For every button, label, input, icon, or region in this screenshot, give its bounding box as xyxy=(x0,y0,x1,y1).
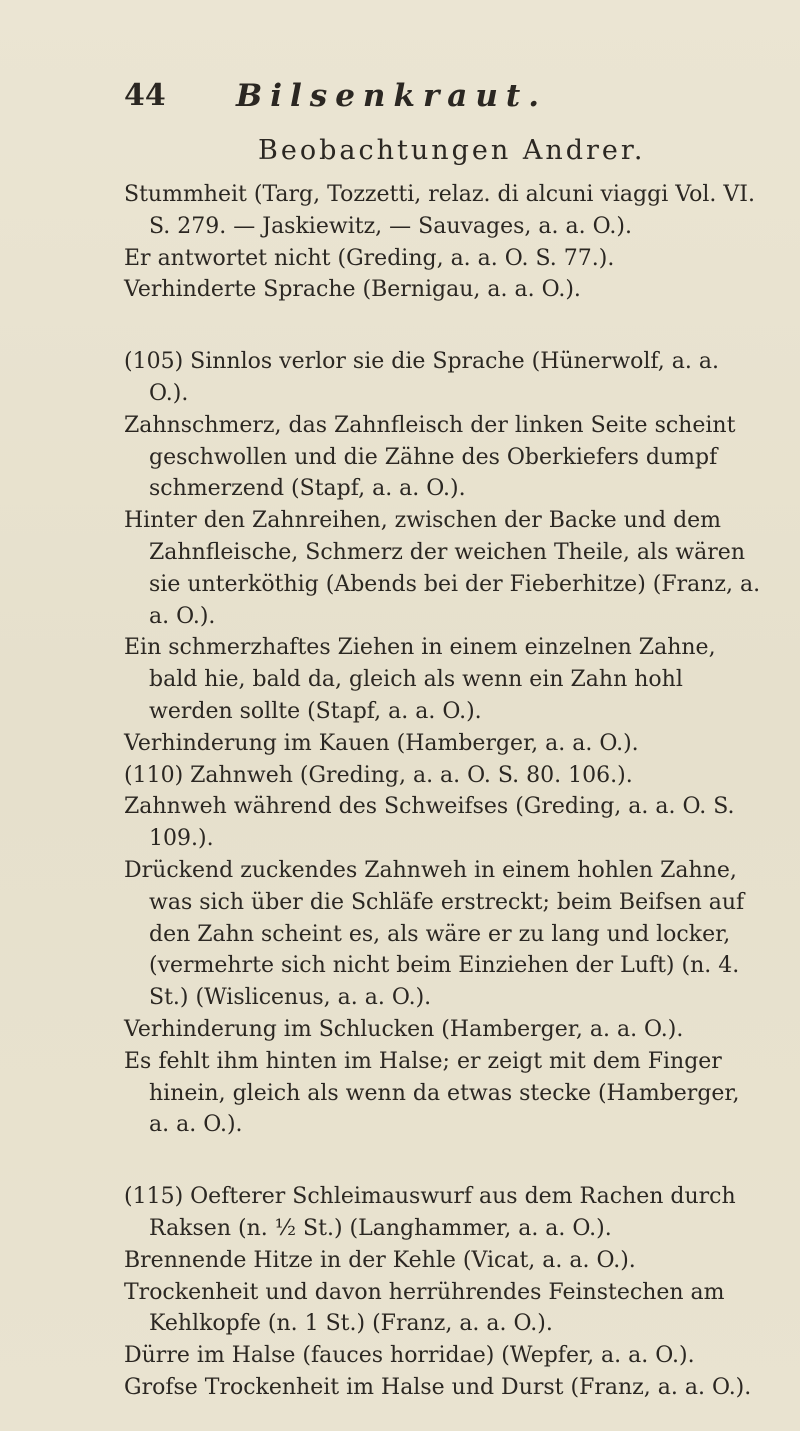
paragraph: Drückend zuckendes Zahnweh in einem hohlen Zahne, was sich über die Schläfe erstreckt; beim Beifsen auf den Zahn scheint es, als wäre er zu lang und locker, (vermehrte sich nicht beim Einziehen der Luft) (n. 4. St.) (Wislicenus, a. a. O.). xyxy=(124,857,745,1011)
paragraph: Dürre im Halse (fauces horridae) (Wepfer, a. a. O.). xyxy=(124,1343,695,1369)
paragraph: Zahnschmerz, das Zahnfleisch der linken Seite scheint geschwollen und die Zähne des Oberkiefers dumpf schmerzend (Stapf, a. a. O.). xyxy=(124,412,736,502)
running-title: Bilsenkraut. xyxy=(236,78,548,114)
section-heading: Beobachtungen Andrer. xyxy=(258,135,646,166)
page-number: 44 xyxy=(124,78,166,113)
paragraph: Verhinderung im Schlucken (Hamberger, a. a. O.). xyxy=(124,1016,684,1042)
paragraph: Hinter den Zahnreihen, zwischen der Backe und dem Zahnfleische, Schmerz der weichen Theile, als wären sie unterköthig (Abends bei der Fieberhitze) (Franz, a. a. O.). xyxy=(124,508,761,629)
body-text xyxy=(124,179,764,1404)
page-header xyxy=(124,78,764,122)
paragraph: (115) Oefterer Schleimauswurf aus dem Rachen durch Raksen (n. ½ St.) (Langhammer, a. a. O.). xyxy=(124,1184,736,1241)
paragraph: Es fehlt ihm hinten im Halse; er zeigt mit dem Finger hinein, gleich als wenn da etwas stecke (Hamberger, a. a. O.). xyxy=(124,1048,740,1138)
paragraph: Verhinderte Sprache (Bernigau, a. a. O.). xyxy=(124,277,581,303)
paragraph: Brennende Hitze in der Kehle (Vicat, a. a. O.). xyxy=(124,1247,636,1273)
paragraph: Ein schmerzhaftes Ziehen in einem einzelnen Zahne, bald hie, bald da, gleich als wenn ein Zahn hohl werden sollte (Stapf, a. a. O.). xyxy=(124,635,716,724)
paragraph: Grofse Trockenheit im Halse und Durst (Franz, a. a. O.). xyxy=(124,1374,752,1400)
paragraph: Verhinderung im Kauen (Hamberger, a. a. O.). xyxy=(124,730,639,756)
paragraph: Er antwortet nicht (Greding, a. a. O. S. 77.). xyxy=(124,245,615,271)
paragraph: Zahnweh während des Schweifses (Greding, a. a. O. S. 109.). xyxy=(124,794,735,852)
paragraph: (105) Sinnlos verlor sie die Sprache (Hünerwolf, a. a. O.). xyxy=(124,349,719,406)
paragraph: Trockenheit und davon herrührendes Feinstechen am Kehlkopfe (n. 1 St.) (Franz, a. a. O.). xyxy=(124,1279,725,1337)
paragraph: (110) Zahnweh (Greding, a. a. O. S. 80. 106.). xyxy=(124,762,633,788)
paragraph: Stummheit (Targ, Tozzetti, relaz. di alcuni viaggi Vol. VI. S. 279. — Jaskiewitz, — Sauvages, a. a. O.). xyxy=(124,182,755,239)
